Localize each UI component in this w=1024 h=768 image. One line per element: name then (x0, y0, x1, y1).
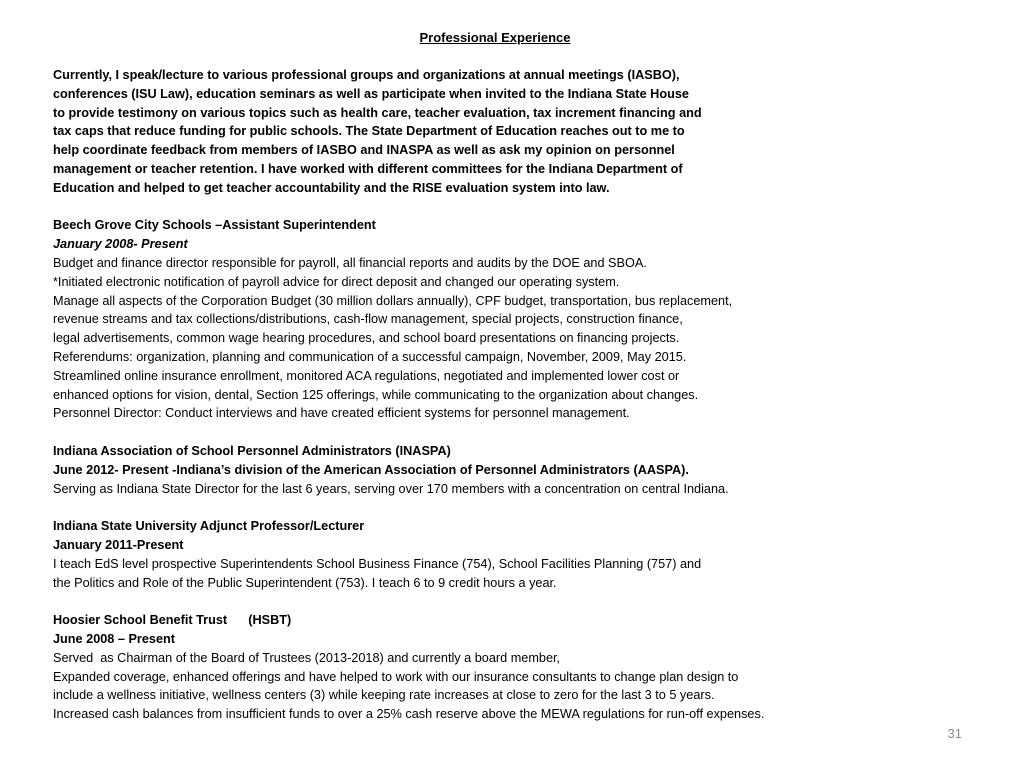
section-dates: January 2011-Present (53, 537, 184, 552)
section-line: the Politics and Role of the Public Superintendent (753). I teach 6 to 9 credit hours a year. (53, 575, 557, 590)
section-dates: January 2008- Present (53, 237, 188, 252)
intro-paragraph (53, 66, 953, 198)
section-line: *Initiated electronic notification of payroll advice for direct deposit and changed our operating system. (53, 274, 620, 289)
intro-line: Currently, I speak/lecture to various professional groups and organizations at annual meetings (IASBO), (53, 68, 680, 82)
section-heading: Beech Grove City Schools –Assistant Superintendent (53, 218, 376, 233)
section-heading: Indiana Association of School Personnel Administrators (INASPA) (53, 443, 451, 458)
spacer (53, 592, 953, 611)
page-number: 31 (947, 726, 962, 741)
section-line: Increased cash balances from insufficient funds to over a 25% cash reserve above the MEWA regulations for run-off expenses. (53, 707, 765, 722)
section-line: I teach EdS level prospective Superintendents School Business Finance (754), School Facilities Planning (757) and (53, 556, 702, 571)
section-line: Manage all aspects of the Corporation Budget (30 million dollars annually), CPF budget, transportation, bus replacement, (53, 293, 733, 308)
section-line: Personnel Director: Conduct interviews and have created efficient systems for personnel management. (53, 406, 630, 421)
document-body (53, 66, 953, 724)
section-dates: June 2012- Present -Indiana’s division of the American Association of Personnel Administrators (AASPA). (53, 462, 689, 477)
section-line: Referendums: organization, planning and communication of a successful campaign, November, 2009, May 2015. (53, 349, 687, 364)
page-title: Professional Experience (419, 30, 571, 45)
intro-line: help coordinate feedback from members of IASBO and INASPA as well as ask my opinion on personnel (53, 143, 675, 158)
spacer (53, 498, 953, 517)
section-line: Budget and finance director responsible for payroll, all financial reports and audits by the DOE and SBOA. (53, 255, 647, 270)
intro-line: Education and helped to get teacher accountability and the RISE evaluation system into law. (53, 180, 610, 195)
spacer (53, 423, 953, 442)
intro-line: conferences (ISU Law), education seminars as well as participate when invited to the Indiana State House (53, 86, 689, 101)
section-line: Expanded coverage, enhanced offerings and have helped to work with our insurance consultants to change plan design to (53, 669, 739, 684)
section-line: Served as Chairman of the Board of Trustees (2013-2018) and currently a board member, (53, 650, 561, 665)
section-beech-grove (53, 216, 953, 423)
intro-line: tax caps that reduce funding for public schools. The State Department of Education reaches out to me to (53, 124, 685, 139)
section-hsbt (53, 611, 953, 724)
section-isu (53, 517, 953, 592)
section-line: Serving as Indiana State Director for the last 6 years, serving over 170 members with a concentration on central Indiana. (53, 481, 729, 496)
section-heading: Indiana State University Adjunct Professor/Lecturer (53, 519, 365, 534)
section-dates: June 2008 – Present (53, 631, 176, 646)
section-line: legal advertisements, common wage hearing procedures, and school board presentations on financing projects. (53, 331, 680, 346)
section-line: enhanced options for vision, dental, Section 125 offerings, while communicating to the organization about changes. (53, 387, 699, 402)
intro-line: management or teacher retention. I have worked with different committees for the Indiana Department of (53, 161, 683, 176)
intro-line: to provide testimony on various topics such as health care, teacher evaluation, tax increment financing and (53, 105, 702, 120)
section-line: revenue streams and tax collections/distributions, cash-flow management, special projects, construction finance, (53, 312, 683, 327)
section-line: include a wellness initiative, wellness centers (3) while keeping rate increases at close to zero for the last 3 to 5 years. (53, 688, 715, 703)
section-line: Streamlined online insurance enrollment, monitored ACA regulations, negotiated and implemented lower cost or (53, 368, 680, 383)
spacer (53, 198, 953, 217)
section-inaspa (53, 442, 953, 498)
section-heading: Hoosier School Benefit Trust (HSBT) (53, 613, 292, 628)
